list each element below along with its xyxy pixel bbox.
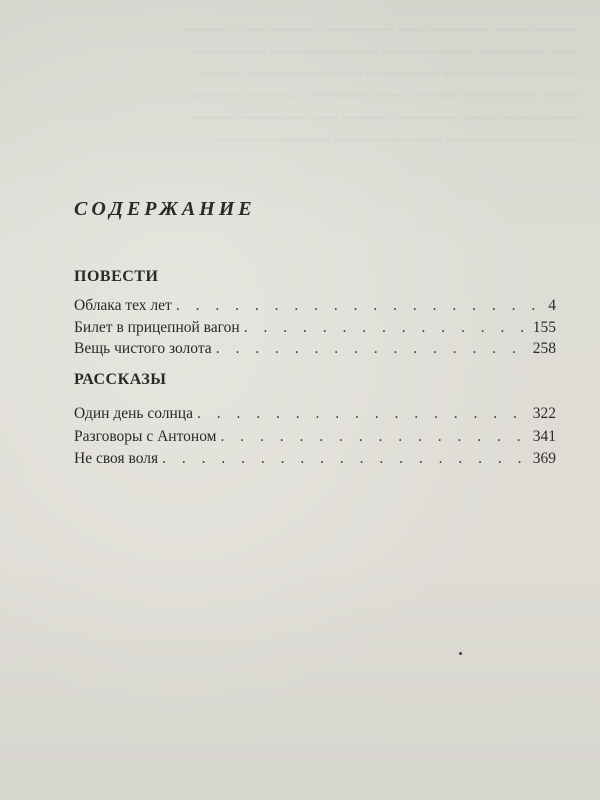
entry-page-number: 369: [532, 450, 556, 467]
entry-title: Один день солнца: [74, 405, 193, 422]
dot-leader: [162, 450, 529, 468]
entry-page-number: 258: [532, 340, 556, 357]
entry-title: Облака тех лет: [74, 297, 172, 314]
entry-title: Билет в прицепной вагон: [74, 319, 240, 336]
toc-entry[interactable]: [74, 340, 556, 362]
entry-title: Вещь чистого золота: [74, 340, 212, 357]
paper-speck: [459, 652, 462, 655]
dot-leader: [216, 340, 529, 358]
contents-title: СОДЕРЖАНИЕ: [74, 198, 256, 220]
entry-page-number: 322: [532, 405, 556, 422]
toc-entry[interactable]: [74, 297, 556, 319]
show-through-text: ~~~~~~ ~~~~ ~~~~~~~~ ~~~ ~~~~~~~~~ ~~~~~~ ~~~~ ~~~~~~ ~~~~ ~~~~~~~~ ~~~~~ ~~~~~~ ~~~~~~~~~~ ~~~ ~~~~~~~~~ ~~~~~~~~ ~~~~~ ~~~ ~~~~~~~~~ ~~~~~~ ~~~~~~~~ ~~~~~ ~~~~~ ~~~~~~~~~ ~~~~~~ ~~~~ ~~~~~~~~ ~~~~~~~ ~~~~~~ ~~~~~~~~~~ ~~~~ ~~~~~~~~ ~~~~~~ ~~~ ~~~~~~~~~ ~~~~~ ~~~~~~ ~~~~~~~~~~ ~~~~ ~~~~~~~~~ ~~~~~~ ~~~~~~~~: [180, 23, 580, 149]
entry-page-number: 155: [532, 319, 556, 336]
toc-entry[interactable]: [74, 450, 556, 472]
section-heading-rasskazy: РАССКАЗЫ: [74, 371, 167, 388]
dot-leader: [244, 319, 529, 337]
entry-title: Не своя воля: [74, 450, 159, 467]
section-heading-povesti: ПОВЕСТИ: [74, 268, 159, 285]
dot-leader: [197, 405, 529, 423]
entry-page-number: 4: [548, 297, 556, 314]
dot-leader: [176, 297, 544, 315]
toc-entry[interactable]: [74, 405, 556, 427]
toc-entry[interactable]: [74, 428, 556, 450]
entry-page-number: 341: [532, 428, 556, 445]
dot-leader: [220, 428, 528, 446]
toc-entry[interactable]: [74, 319, 556, 341]
entry-title: Разговоры с Антоном: [74, 428, 217, 445]
